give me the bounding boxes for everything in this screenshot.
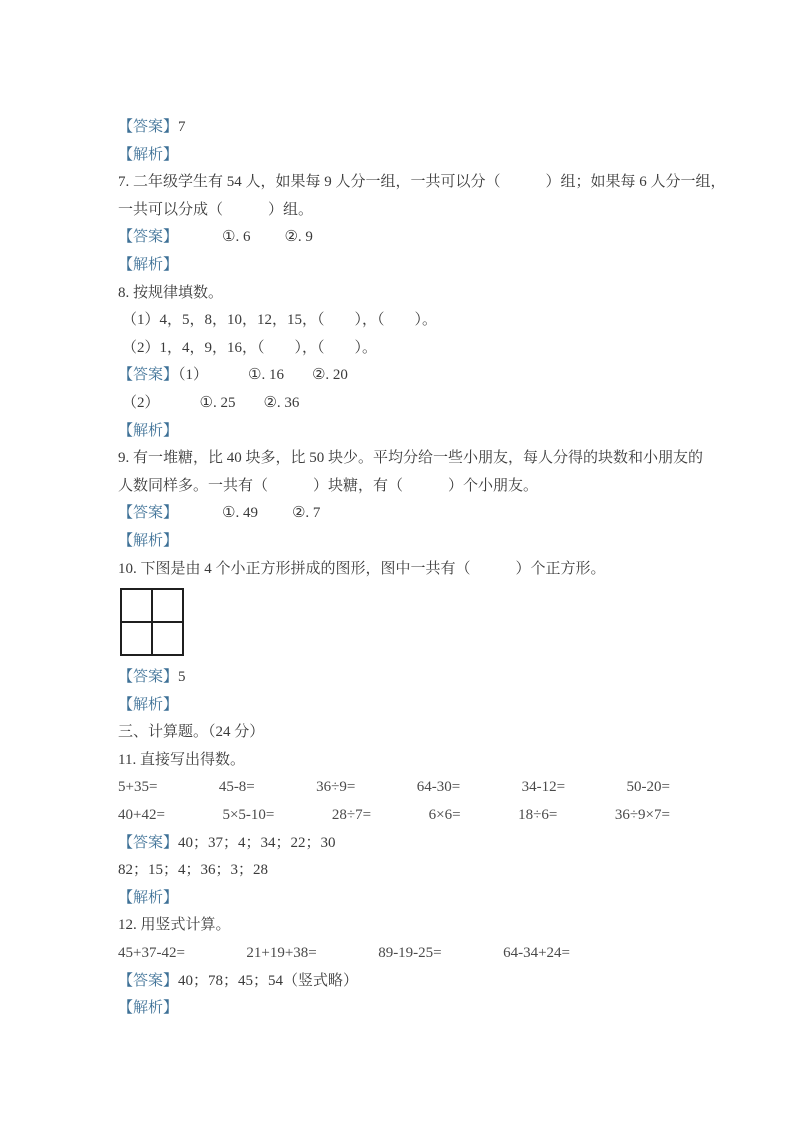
equation: 45-8= bbox=[218, 779, 255, 796]
q8-answer2-prefix: （2） bbox=[122, 394, 160, 411]
analysis-label: 【解析】 bbox=[118, 146, 179, 163]
q11-answer-line2: 82；15；4；36；3；28 bbox=[118, 862, 269, 879]
q9-text-line2: 人数同样多。一共有（ ）块糖，有（ ）个小朋友。 bbox=[118, 477, 539, 494]
analysis-label: 【解析】 bbox=[118, 696, 179, 713]
equation: 40+42= bbox=[118, 807, 165, 824]
q7-answer-part2: ②. 9 bbox=[284, 229, 313, 246]
equation: 36÷9×7= bbox=[614, 807, 670, 824]
answer-label: 【答案】 bbox=[118, 119, 179, 135]
q10-figure-wrap bbox=[118, 583, 684, 664]
q11-equation-row1 bbox=[118, 774, 670, 802]
q11-analysis-line bbox=[118, 885, 684, 913]
q8-sub1: （1）4，5，8，10，12，15，（ ），（ ）。 bbox=[122, 312, 438, 329]
q8-title: 8. 按规律填数。 bbox=[118, 284, 224, 301]
q8-answer-line2 bbox=[118, 390, 684, 418]
q12-equation-row bbox=[118, 940, 570, 968]
equation: 89-19-25= bbox=[378, 945, 442, 962]
q8-answer2-part2: ②. 36 bbox=[263, 394, 300, 411]
q12-answer-values: 40；78；45；54（竖式略） bbox=[178, 972, 359, 989]
answer-label: 【答案】 bbox=[118, 505, 179, 522]
q6-answer-value: 7 bbox=[178, 119, 186, 135]
answer-label: 【答案】 bbox=[118, 669, 179, 686]
q11-answer-values-1: 40；37；4；34；22；30 bbox=[178, 834, 336, 851]
q10-answer-line bbox=[118, 664, 684, 692]
q8-answer-line1 bbox=[118, 362, 684, 390]
answer-label: 【答案】 bbox=[118, 834, 179, 851]
equation: 6×6= bbox=[428, 807, 461, 824]
grid-horizontal-line bbox=[122, 621, 182, 623]
answer-label: 【答案】 bbox=[118, 972, 179, 989]
q8-analysis-line bbox=[118, 418, 684, 446]
equation: 64-30= bbox=[416, 779, 461, 796]
q10-answer-value: 5 bbox=[178, 669, 186, 686]
q9-answer-part2: ②. 7 bbox=[291, 505, 321, 522]
analysis-label: 【解析】 bbox=[118, 256, 179, 273]
equation: 34-12= bbox=[521, 779, 566, 796]
answer-label: 【答案】 bbox=[118, 367, 179, 384]
q6-answer-line bbox=[118, 114, 684, 142]
answer-label: 【答案】 bbox=[118, 229, 179, 246]
q11-title: 11. 直接写出得数。 bbox=[118, 751, 245, 768]
q8-answer1-part1: ①. 16 bbox=[248, 367, 284, 384]
section3-title: 三、计算题。（24 分） bbox=[118, 724, 265, 741]
equation: 45+37-42= bbox=[118, 945, 185, 962]
equation: 18÷6= bbox=[518, 807, 558, 824]
analysis-label: 【解析】 bbox=[118, 1000, 179, 1017]
q7-answer-part1: ①. 6 bbox=[222, 229, 251, 246]
q8-answer1-part2: ②. 20 bbox=[311, 367, 348, 384]
q11-equation-row2 bbox=[118, 802, 670, 830]
q11-answer-line1 bbox=[118, 830, 684, 858]
q7-analysis-line bbox=[118, 252, 684, 280]
q12-title: 12. 用竖式计算。 bbox=[118, 917, 231, 934]
q12-answer-line bbox=[118, 968, 684, 996]
equation: 36÷9= bbox=[316, 779, 356, 796]
q9-text-line1: 9. 有一堆糖，比 40 块多，比 50 块少。平均分给一些小朋友，每人分得的块数和小朋友的 bbox=[118, 450, 704, 467]
analysis-label: 【解析】 bbox=[118, 889, 179, 906]
q7-text-line1: 7. 二年级学生有 54 人，如果每 9 人分一组，一共可以分（ ）组；如果每 6 人分一组， bbox=[118, 174, 726, 191]
equation: 21+19+38= bbox=[246, 945, 317, 962]
q10-analysis-line bbox=[118, 692, 684, 720]
q7-answer-line bbox=[118, 224, 684, 252]
q8-sub2: （2）1，4，9，16，（ ），（ ）。 bbox=[122, 339, 378, 356]
document-content bbox=[118, 114, 726, 1023]
q9-answer-line bbox=[118, 500, 684, 528]
q8-answer2-part1: ①. 25 bbox=[199, 394, 236, 411]
q12-analysis-line bbox=[118, 995, 684, 1023]
q10-text: 10. 下图是由 4 个小正方形拼成的图形，图中一共有（ ）个正方形。 bbox=[118, 560, 606, 577]
q7-text-line2: 一共可以分成（ ）组。 bbox=[118, 201, 314, 218]
q6-analysis-line bbox=[118, 142, 684, 170]
equation: 64-34+24= bbox=[503, 945, 570, 962]
square-grid-figure bbox=[120, 588, 184, 656]
analysis-label: 【解析】 bbox=[118, 422, 179, 439]
analysis-label: 【解析】 bbox=[118, 532, 179, 549]
equation: 5×5-10= bbox=[222, 807, 275, 824]
q8-answer1-prefix: （1） bbox=[178, 367, 209, 384]
q9-answer-part1: ①. 49 bbox=[222, 505, 258, 522]
equation: 50-20= bbox=[626, 779, 670, 796]
equation: 28÷7= bbox=[331, 807, 372, 824]
equation: 5+35= bbox=[118, 779, 158, 796]
q9-analysis-line bbox=[118, 528, 684, 556]
